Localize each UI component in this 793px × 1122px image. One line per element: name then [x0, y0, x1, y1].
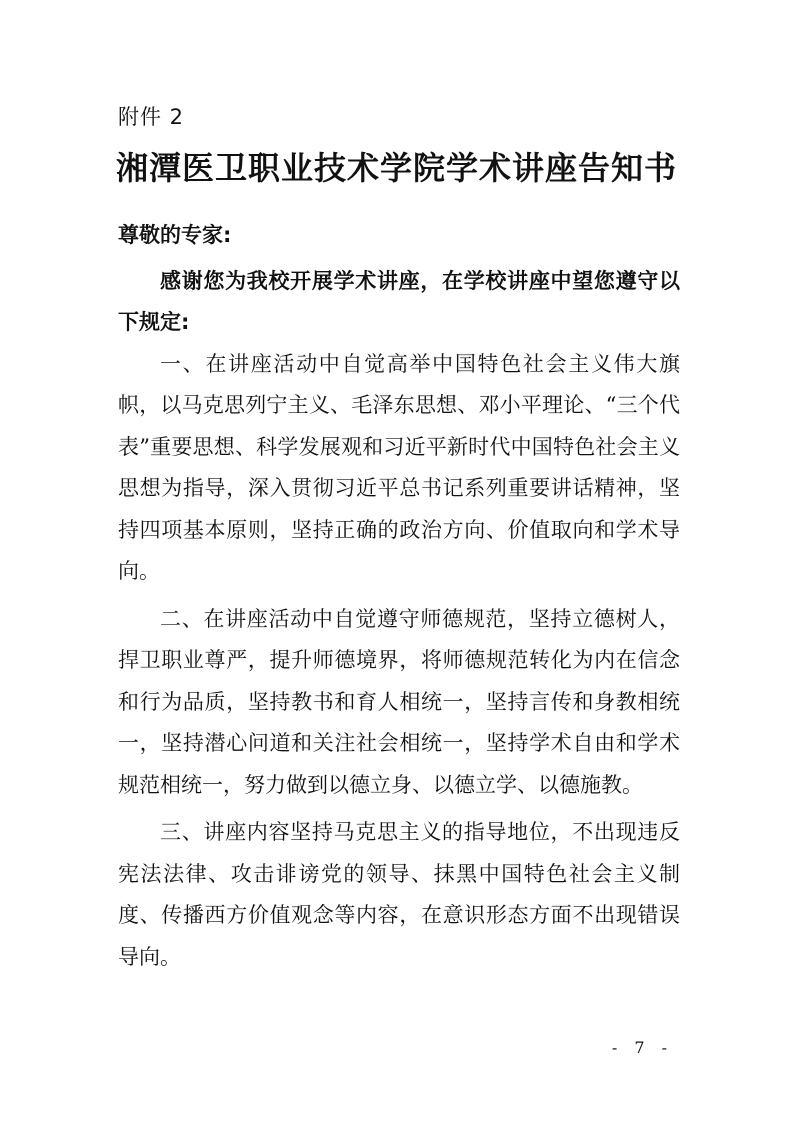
- rule-paragraph-1: 一、在讲座活动中自觉高举中国特色社会主义伟大旗帜，以马克思列宁主义、毛泽东思想、邓小平理论、“三个代表”重要思想、科学发展观和习近平新时代中国特色社会主义思想为指导，深入贯彻习近平总书记系列重要讲话精神，坚持四项基本原则，坚持正确的政治方向、价值取向和学术导向。: [118, 351, 680, 583]
- salutation: 尊敬的专家:: [118, 223, 232, 247]
- intro-paragraph: 感谢您为我校开展学术讲座，在学校讲座中望您遵守以下规定:: [118, 268, 680, 334]
- rule-paragraph-2: 二、在讲座活动中自觉遵守师德规范，坚持立德树人，捍卫职业尊严，提升师德境界，将师德规范转化为内在信念和行为品质，坚持教书和育人相统一，坚持言传和身教相统一，坚持潜心问道和关注社会相统一，坚持学术自由和学术规范相统一，努力做到以德立身、以德立学、以德施教。: [118, 606, 680, 797]
- attachment-label: 附件 2: [118, 105, 185, 129]
- page-title: 湘潭医卫职业技术学院学术讲座告知书: [115, 149, 677, 187]
- letter-body: [118, 215, 680, 978]
- rule-paragraph-3: 三、讲座内容坚持马克思主义的指导地位，不出现违反宪法法律、攻击诽谤党的领导、抹黑中国特色社会主义制度、传播西方价值观念等内容，在意识形态方面不出现错误导向。: [118, 820, 680, 969]
- page-number: - 7 -: [611, 1038, 673, 1057]
